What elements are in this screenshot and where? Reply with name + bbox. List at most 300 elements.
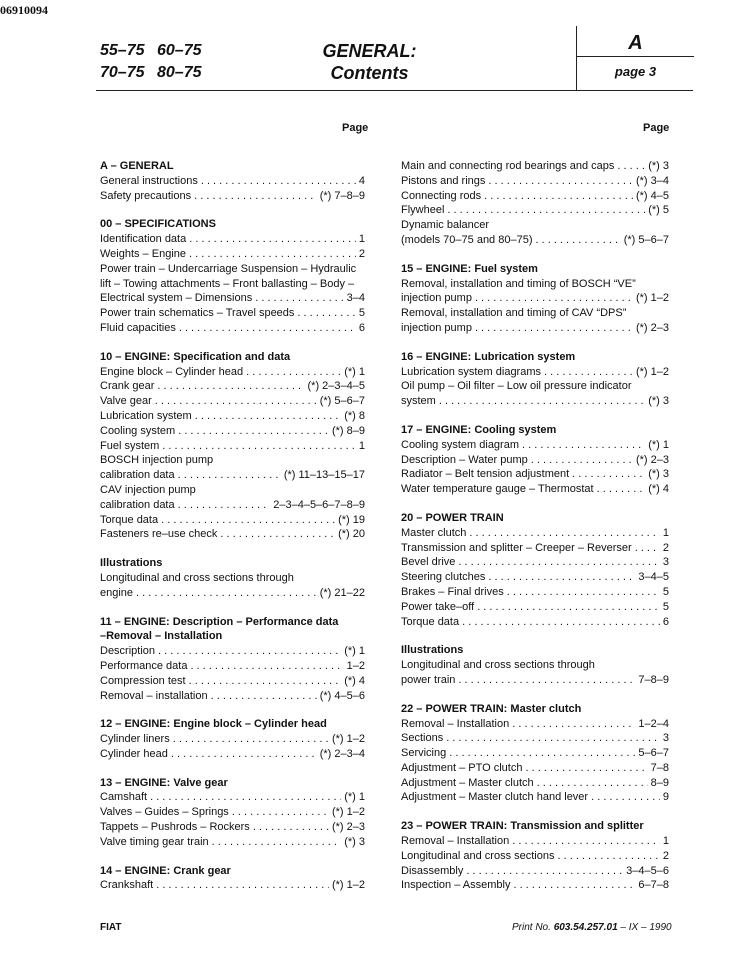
toc-entry-page: (*) 2–3 <box>331 821 365 834</box>
toc-text-line: Dynamic balancer <box>401 219 490 232</box>
toc-entry-page: 1 <box>358 439 365 452</box>
toc-entry-page: (*) 1–2 <box>331 733 365 746</box>
dot-leader <box>171 747 317 762</box>
toc-entry-label: Torque data <box>401 615 460 628</box>
toc-entry-page: 4 <box>358 174 365 187</box>
toc-entry-label: Electrical system – Dimensions <box>100 292 253 305</box>
section-title: 13 – ENGINE: Valve gear <box>100 776 228 789</box>
dot-leader <box>157 379 304 394</box>
toc-entry-label: Longitudinal and cross sections <box>401 849 555 862</box>
toc-entry-page: 5 <box>358 307 365 320</box>
toc-entry-label: Safety precautions <box>100 189 192 202</box>
toc-entry <box>401 365 669 380</box>
toc-entry <box>100 674 365 689</box>
toc-entry <box>401 776 669 791</box>
toc-entry <box>100 689 365 704</box>
dot-leader <box>194 189 317 204</box>
toc-section <box>100 864 365 894</box>
section-title: 23 – POWER TRAIN: Transmission and splitter <box>401 820 644 833</box>
section-title: 22 – POWER TRAIN: Master clutch <box>401 702 582 715</box>
toc-entry <box>401 834 669 849</box>
dot-leader <box>232 805 329 820</box>
toc-entry-label: Adjustment – PTO clutch <box>401 761 523 774</box>
toc-entry <box>100 409 365 424</box>
toc-entry-page: 2 <box>358 247 365 260</box>
toc-entry-page: (*) 5 <box>648 204 669 217</box>
toc-entry-label: Fluid capacities <box>100 321 176 334</box>
toc-entry-label: Power take–off <box>401 600 475 613</box>
dot-leader <box>544 365 633 380</box>
toc-entry-page: (*) 1–2 <box>635 292 669 305</box>
toc-entry-label: Adjustment – Master clutch hand lever <box>401 791 589 804</box>
page-heading-right: Page <box>643 122 670 134</box>
toc-entry-page: 9 <box>662 791 669 804</box>
toc-entry-page: 2 <box>662 541 669 554</box>
toc-entry-label: Bevel drive <box>401 556 456 569</box>
toc-entry <box>401 673 669 688</box>
toc-entry-page: (*) 4–5 <box>635 189 669 202</box>
dot-leader <box>535 233 620 248</box>
toc-entry-page: 2–3–4–5–6–7–8–9 <box>273 498 365 511</box>
dot-leader <box>178 468 281 483</box>
toc-entry-page: (*) 8 <box>344 409 365 422</box>
toc-entry-label: Crankshaft <box>100 879 154 892</box>
toc-entry <box>401 541 669 556</box>
toc-entry-page: 3–4–5 <box>638 571 669 584</box>
toc-entry <box>401 394 669 409</box>
toc-entry <box>401 746 669 761</box>
dot-leader <box>512 717 635 732</box>
toc-entry <box>401 159 669 174</box>
dot-leader <box>212 835 342 850</box>
toc-entry-page: 7–8–9 <box>638 673 669 686</box>
toc-entry-label: Camshaft <box>100 791 148 804</box>
dot-leader <box>446 731 660 746</box>
toc-section <box>401 159 669 248</box>
dot-leader <box>525 761 647 776</box>
toc-entry-label: Flywheel <box>401 204 445 217</box>
toc-entry <box>100 835 365 850</box>
toc-text-line: Removal, installation and timing of BOSCH “VE” <box>401 277 636 290</box>
toc-entry <box>100 174 365 189</box>
dot-leader <box>161 513 335 528</box>
dot-leader <box>253 820 329 835</box>
dot-leader <box>513 878 635 893</box>
title-line: GENERAL: <box>322 41 417 61</box>
toc-entry-page: (*) 2–3–4–5 <box>307 380 365 393</box>
toc-entry <box>100 189 365 204</box>
toc-entry <box>100 644 365 659</box>
dot-leader <box>466 864 623 879</box>
toc-entry-page: (*) 21–22 <box>319 586 365 599</box>
toc-entry-page: (*) 3 <box>648 468 669 481</box>
toc-entry-page: (*) 1 <box>344 365 365 378</box>
toc-entry-label: Engine block – Cylinder head <box>100 365 244 378</box>
toc-text-line: CAV injection pump <box>100 483 196 496</box>
toc-entry-label: Servicing <box>401 747 447 760</box>
toc-entry-page: (*) 1–2 <box>331 806 365 819</box>
toc-entry-page: 6–7–8 <box>638 879 669 892</box>
toc-entry-page: 3 <box>662 556 669 569</box>
toc-entry <box>100 468 365 483</box>
toc-entry <box>401 438 669 453</box>
toc-entry-label: Weights – Engine <box>100 247 187 260</box>
dot-leader <box>246 365 341 380</box>
toc-entry-page: 2 <box>662 849 669 862</box>
dot-leader <box>512 834 660 849</box>
dot-leader <box>179 321 356 336</box>
toc-entry <box>401 585 669 600</box>
toc-entry-label: Water temperature gauge – Thermostat <box>401 483 594 496</box>
toc-entry-label: Lubrication system diagrams <box>401 365 542 378</box>
section-title: Illustrations <box>100 557 163 570</box>
dot-leader <box>572 467 645 482</box>
toc-text-line: Power train – Undercarriage Suspension – Hydraulic <box>100 262 357 275</box>
section-title: 14 – ENGINE: Crank gear <box>100 864 231 877</box>
toc-entry <box>401 570 669 585</box>
toc-entry <box>100 365 365 380</box>
toc-entry-label: Valve timing gear train <box>100 835 209 848</box>
toc-entry-page: (*) 4 <box>648 483 669 496</box>
toc-entry <box>100 306 365 321</box>
toc-entry-page: (*) 5–6–7 <box>623 233 669 246</box>
toc-entry-page: 1–2–4 <box>638 717 669 730</box>
toc-entry <box>401 849 669 864</box>
dot-leader <box>155 394 317 409</box>
dot-leader <box>150 790 341 805</box>
section-letter: A <box>628 32 643 54</box>
toc-entry-page: 1 <box>358 233 365 246</box>
section-title: 10 – ENGINE: Specification and data <box>100 350 291 363</box>
toc-entry <box>401 615 669 630</box>
toc-entry-page: (*) 4–5–6 <box>319 689 365 702</box>
dot-leader <box>635 541 660 556</box>
toc-entry-label: engine <box>100 586 134 599</box>
toc-entry-label: Sections <box>401 732 444 745</box>
dot-leader <box>449 746 635 761</box>
dot-leader <box>136 586 317 601</box>
toc-entry-label: General instructions <box>100 174 198 187</box>
contents-right-column <box>401 159 669 907</box>
toc-entry <box>401 291 669 306</box>
toc-section <box>100 556 365 600</box>
toc-entry-label: injection pump <box>401 321 472 334</box>
section-title: 15 – ENGINE: Fuel system <box>401 262 538 275</box>
toc-entry-page: 6 <box>358 321 365 334</box>
toc-entry-label: Disassembly <box>401 864 464 877</box>
toc-entry-page: 7–8 <box>650 761 669 774</box>
toc-entry-label: Torque data <box>100 513 159 526</box>
section-box <box>576 26 694 90</box>
toc-entry-page: (*) 7–8–9 <box>319 189 365 202</box>
footer-print-info: Print No. 603.54.257.01 – IX – 1990 <box>512 922 672 933</box>
dot-leader <box>537 776 648 791</box>
toc-entry-label: power train <box>401 673 456 686</box>
section-title: 17 – ENGINE: Cooling system <box>401 423 557 436</box>
toc-entry-label: Compression test <box>100 674 186 687</box>
toc-entry-page: (*) 20 <box>338 528 365 541</box>
toc-entry <box>401 526 669 541</box>
toc-entry-label: Master clutch <box>401 526 467 539</box>
toc-entry <box>100 321 365 336</box>
toc-entry-page: (*) 2–3 <box>635 321 669 334</box>
toc-entry-page: (*) 4 <box>344 674 365 687</box>
toc-section <box>100 717 365 761</box>
toc-entry <box>100 820 365 835</box>
toc-entry-label: Brakes – Final drives <box>401 585 504 598</box>
toc-section <box>401 350 669 409</box>
toc-entry-label: Performance data <box>100 659 188 672</box>
section-title: A – GENERAL <box>100 160 174 172</box>
toc-entry-page: 3–4–5–6 <box>626 864 669 877</box>
toc-entry <box>401 731 669 746</box>
toc-text-line: Longitudinal and cross sections through <box>100 571 294 584</box>
toc-entry-page: (*) 1 <box>344 645 365 658</box>
toc-entry-page: 1 <box>662 526 669 539</box>
dot-leader <box>211 689 317 704</box>
section-title: 12 – ENGINE: Engine block – Cylinder head <box>100 718 327 731</box>
section-title: Illustrations <box>401 644 464 657</box>
toc-entry-page: (*) 2–3 <box>635 453 669 466</box>
section-title: 00 – SPECIFICATIONS <box>100 218 216 231</box>
dot-leader <box>178 424 329 439</box>
dot-leader <box>220 527 335 542</box>
dot-leader <box>469 526 659 541</box>
toc-entry <box>100 232 365 247</box>
toc-text-line: BOSCH injection pump <box>100 454 214 467</box>
toc-entry-label: Radiator – Belt tension adjustment <box>401 468 570 481</box>
toc-entry-label: Steering clutches <box>401 571 486 584</box>
toc-entry-label: injection pump <box>401 292 472 305</box>
toc-entry-page: 1–2 <box>346 659 365 672</box>
toc-entry-label: Description <box>100 645 156 658</box>
toc-section <box>401 423 669 497</box>
dot-leader <box>173 732 329 747</box>
toc-text-line: Oil pump – Oil filter – Low oil pressure indicator <box>401 380 632 393</box>
toc-entry <box>401 321 669 336</box>
toc-entry <box>100 498 365 513</box>
toc-entry-label: Cylinder head <box>100 747 168 760</box>
toc-section <box>401 511 669 629</box>
dot-leader <box>531 453 633 468</box>
toc-entry <box>100 247 365 262</box>
toc-entry-page: (*) 1–2 <box>331 879 365 892</box>
models-line-1: 55–75 60–75 <box>100 42 202 59</box>
page-title <box>282 40 457 84</box>
dot-leader <box>507 585 660 600</box>
section-title: 11 – ENGINE: Description – Performance data <box>100 615 339 628</box>
toc-entry-label: system <box>401 395 436 408</box>
toc-entry <box>401 453 669 468</box>
toc-section <box>401 643 669 687</box>
toc-entry-label: Identification data <box>100 233 187 246</box>
toc-section <box>100 159 365 203</box>
dot-leader <box>297 306 355 321</box>
toc-entry-page: (*) 1 <box>344 791 365 804</box>
dot-leader <box>475 291 633 306</box>
toc-entry-page: 8–9 <box>650 776 669 789</box>
dot-leader <box>178 498 271 513</box>
toc-entry-label: Valve gear <box>100 395 152 408</box>
toc-entry <box>100 805 365 820</box>
dot-leader <box>439 394 645 409</box>
toc-text-line: Removal, installation and timing of CAV “DPS” <box>401 307 627 320</box>
toc-text-line: Longitudinal and cross sections through <box>401 659 595 672</box>
page-heading-left: Page <box>342 122 369 134</box>
dot-leader <box>156 878 329 893</box>
toc-section <box>401 702 669 806</box>
toc-entry-page: 5 <box>662 600 669 613</box>
toc-entry-label: Cooling system <box>100 424 176 437</box>
toc-entry-page: 5–6–7 <box>638 747 669 760</box>
toc-entry-label: calibration data <box>100 498 175 511</box>
toc-entry-label: Power train schematics – Travel speeds <box>100 307 295 320</box>
toc-entry-label: calibration data <box>100 469 175 482</box>
dot-leader <box>488 174 633 189</box>
toc-entry <box>401 482 669 497</box>
toc-entry-label: Removal – Installation <box>401 717 510 730</box>
contents-left-column <box>100 159 365 907</box>
toc-entry <box>401 233 669 248</box>
toc-entry-page: (*) 11–13–15–17 <box>283 469 365 482</box>
dot-leader <box>484 189 633 204</box>
toc-entry-label: Removal – Installation <box>401 835 510 848</box>
toc-section <box>401 262 669 336</box>
toc-entry-label: Description – Water pump <box>401 453 528 466</box>
section-title-continued: –Removal – Installation <box>100 630 223 643</box>
footer-brand: FIAT <box>100 922 122 933</box>
models-line-2: 70–75 80–75 <box>100 64 202 81</box>
dot-leader <box>195 409 342 424</box>
toc-entry-page: (*) 3 <box>648 395 669 408</box>
dot-leader <box>475 321 633 336</box>
toc-entry <box>401 717 669 732</box>
dot-leader <box>189 247 356 262</box>
toc-entry <box>401 174 669 189</box>
toc-section <box>100 350 365 542</box>
dot-leader <box>477 600 660 615</box>
toc-entry-label: Transmission and splitter – Creeper – Reverser <box>401 541 632 554</box>
toc-entry <box>100 659 365 674</box>
dot-leader <box>458 673 635 688</box>
toc-entry <box>100 790 365 805</box>
subtitle-line: Contents <box>330 63 409 83</box>
toc-entry <box>100 527 365 542</box>
dot-leader <box>201 174 356 189</box>
dot-leader <box>462 615 660 630</box>
dot-leader <box>162 439 356 454</box>
toc-entry-page: 5 <box>662 585 669 598</box>
toc-entry <box>100 747 365 762</box>
toc-entry-page: (*) 1 <box>648 438 669 451</box>
document-id: 06910094 <box>0 3 48 17</box>
toc-entry-page: (*) 8–9 <box>331 424 365 437</box>
toc-entry <box>100 394 365 409</box>
toc-entry-page: (*) 2–3–4 <box>319 747 365 760</box>
toc-entry-page: (*) 1–2 <box>635 365 669 378</box>
section-title: 16 – ENGINE: Lubrication system <box>401 350 576 363</box>
toc-entry <box>401 761 669 776</box>
dot-leader <box>255 291 343 306</box>
toc-entry-page: (*) 3 <box>344 835 365 848</box>
toc-entry-label: Fasteners re–use check <box>100 528 218 541</box>
toc-entry-label: Main and connecting rod bearings and caps <box>401 160 615 172</box>
dot-leader <box>189 674 342 689</box>
toc-entry-page: 3 <box>662 732 669 745</box>
dot-leader <box>591 790 660 805</box>
toc-entry-label: Crank gear <box>100 380 155 393</box>
toc-entry <box>100 424 365 439</box>
toc-entry <box>401 878 669 893</box>
toc-entry <box>401 467 669 482</box>
toc-entry <box>100 379 365 394</box>
toc-entry-label: Lubrication system <box>100 409 192 422</box>
toc-entry-page: 3–4 <box>346 292 365 305</box>
toc-section <box>100 776 365 850</box>
dot-leader <box>190 659 343 674</box>
toc-entry-label: Valves – Guides – Springs <box>100 806 229 819</box>
toc-entry-label: Removal – installation <box>100 689 208 702</box>
dot-leader <box>557 849 659 864</box>
toc-entry-page: (*) 3 <box>648 160 669 172</box>
toc-entry-label: Cylinder liners <box>100 733 170 746</box>
section-title: 20 – POWER TRAIN <box>401 511 504 524</box>
model-list <box>100 40 214 84</box>
toc-entry <box>100 513 365 528</box>
toc-entry-page: (*) 3–4 <box>635 174 669 187</box>
toc-entry-page: 1 <box>662 835 669 848</box>
toc-entry-label: Adjustment – Master clutch <box>401 776 534 789</box>
toc-section <box>100 217 365 335</box>
toc-entry <box>401 600 669 615</box>
toc-entry-label: Connecting rods <box>401 189 482 202</box>
toc-entry <box>401 203 669 218</box>
toc-section <box>100 615 365 704</box>
toc-section <box>401 819 669 893</box>
toc-entry-page: 6 <box>662 615 669 628</box>
dot-leader <box>158 644 341 659</box>
toc-entry <box>401 864 669 879</box>
toc-entry-label: Cooling system diagram <box>401 438 519 451</box>
toc-entry-page: (*) 5–6–7 <box>319 395 365 408</box>
page-number-label: page 3 <box>614 64 657 79</box>
toc-entry-page: (*) 19 <box>338 513 365 526</box>
toc-entry <box>401 189 669 204</box>
toc-entry-label: (models 70–75 and 80–75) <box>401 233 533 246</box>
print-number: 603.54.257.01 <box>553 922 618 933</box>
section-box-divider <box>577 56 694 57</box>
dot-leader <box>522 438 645 453</box>
dot-leader <box>447 203 645 218</box>
toc-entry <box>100 586 365 601</box>
toc-entry-label: Pistons and rings <box>401 174 486 187</box>
toc-entry <box>100 291 365 306</box>
toc-entry <box>100 878 365 893</box>
header-rule <box>96 90 693 91</box>
toc-entry <box>401 790 669 805</box>
dot-leader <box>488 570 635 585</box>
dot-leader <box>597 482 646 497</box>
dot-leader <box>617 159 645 174</box>
toc-entry-label: Inspection – Assembly <box>401 879 511 892</box>
dot-leader <box>458 555 659 570</box>
toc-entry <box>401 555 669 570</box>
toc-entry-label: Tappets – Pushrods – Rockers <box>100 821 250 834</box>
toc-entry <box>100 439 365 454</box>
toc-entry-label: Fuel system <box>100 439 160 452</box>
toc-entry <box>100 732 365 747</box>
toc-text-line: lift – Towing attachments – Front ballasting – Body – <box>100 277 355 290</box>
